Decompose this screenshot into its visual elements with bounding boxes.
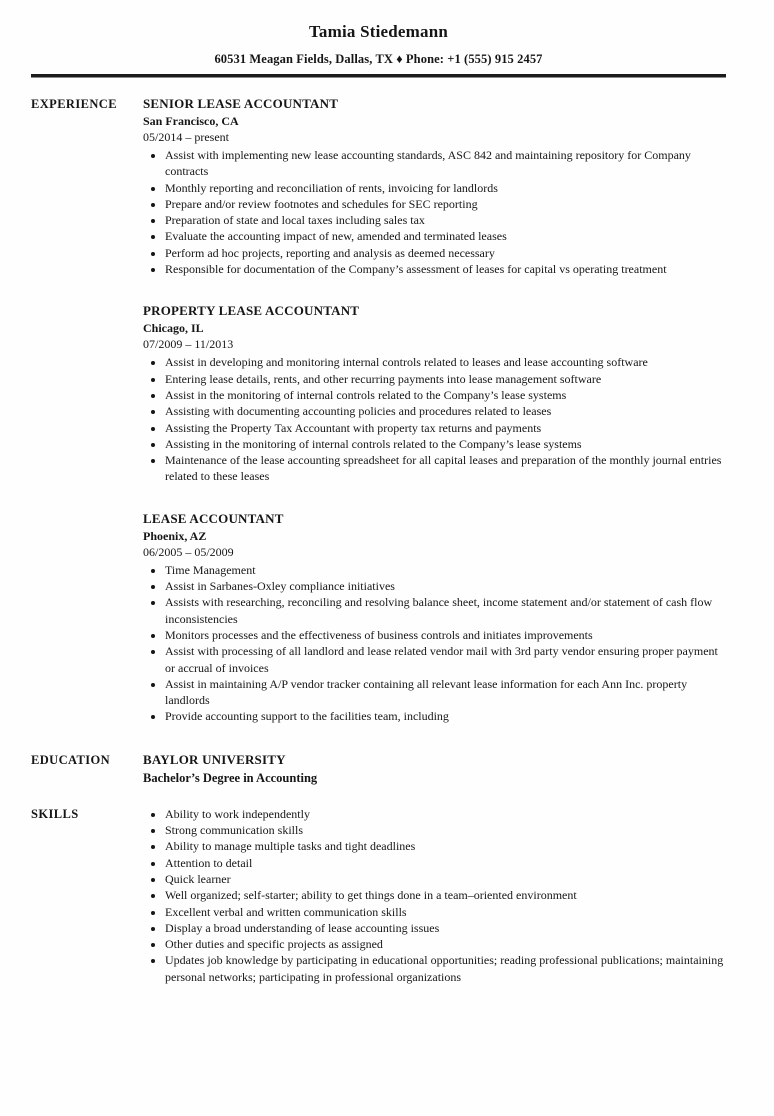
bullet-item: • Assisting the Property Tax Accountant with property tax returns and payments — [165, 420, 726, 436]
skill-item: • Other duties and specific projects as assigned — [165, 936, 726, 952]
bullet-item: • Assisting with documenting accounting policies and procedures related to leases — [165, 403, 726, 419]
bullet-item: • Assist in maintaining A/P vendor tracker containing all relevant lease information for each Ann Inc. property landlords — [165, 676, 726, 709]
skill-item: • Ability to work independently — [165, 806, 726, 822]
job-title: LEASE ACCOUNTANT — [143, 510, 284, 526]
job-dates: 05/2014 – present — [143, 130, 229, 144]
job-dates: 07/2009 – 11/2013 — [143, 337, 234, 352]
experience-jobs — [143, 96, 726, 725]
bullet-item: • Assist in Sarbanes-Oxley compliance initiatives — [165, 578, 726, 594]
education-degree: Bachelor’s Degree in Accounting — [143, 770, 318, 785]
job-entry — [143, 511, 726, 725]
bullet-item: • Assist in developing and monitoring internal controls related to leases and lease accounting software — [165, 354, 726, 370]
education-content — [143, 752, 726, 786]
bullet-item: • Assist with processing of all landlord and lease related vendor mail with 3rd party vendor ensuring proper payment or accrual of invoices — [165, 643, 726, 676]
job-location: San Francisco, CA — [143, 114, 239, 128]
header-divider — [31, 74, 726, 78]
skill-item: • Updates job knowledge by participating in educational opportunities; reading professional publications; maintaining personal networks; participating in professional organizations — [165, 952, 726, 985]
bullet-item: • Assists with researching, reconciling and resolving balance sheet, income statement and/or statement of cash flow inconsistencies — [165, 594, 726, 627]
job-bullets — [143, 562, 726, 725]
section-skills — [31, 806, 726, 985]
skill-item: • Strong communication skills — [165, 822, 726, 838]
resume-header — [31, 22, 726, 78]
bullet-item: • Evaluate the accounting impact of new, amended and terminated leases — [165, 228, 726, 244]
experience-label: EXPERIENCE — [31, 97, 117, 111]
bullet-item: • Assist with implementing new lease accounting standards, ASC 842 and maintaining repository for Company contracts — [165, 147, 726, 180]
job-location: Phoenix, AZ — [143, 528, 207, 543]
bullet-item: • Provide accounting support to the facilities team, including — [165, 708, 726, 724]
section-education — [31, 752, 726, 786]
bullet-item: • Monthly reporting and reconciliation of rents, invoicing for landlords — [165, 180, 726, 196]
job-title: SENIOR LEASE ACCOUNTANT — [143, 96, 339, 111]
contact-line: 60531 Meagan Fields, Dallas, TX ♦ Phone: +1 (555) 915 2457 — [214, 52, 543, 66]
skill-item: • Attention to detail — [165, 855, 726, 871]
bullet-item: • Maintenance of the lease accounting spreadsheet for all capital leases and preparation of the monthly journal entries related to these leases — [165, 452, 726, 485]
bullet-item: • Assist in the monitoring of internal controls related to the Company’s lease systems — [165, 387, 726, 403]
skills-list — [143, 806, 726, 985]
bullet-item: • Preparation of state and local taxes including sales tax — [165, 212, 726, 228]
bullet-item: • Time Management — [165, 562, 726, 578]
skills-label: SKILLS — [31, 806, 79, 821]
skill-item: • Well organized; self-starter; ability to get things done in a team–oriented environment — [165, 887, 726, 903]
job-dates: 06/2005 – 05/2009 — [143, 544, 234, 559]
candidate-name: Tamia Stiedemann — [308, 22, 449, 41]
skill-item: • Ability to manage multiple tasks and tight deadlines — [165, 838, 726, 854]
job-entry — [143, 303, 726, 484]
section-experience — [31, 96, 726, 725]
skill-item: • Excellent verbal and written communication skills — [165, 904, 726, 920]
job-location: Chicago, IL — [143, 321, 204, 336]
education-school: BAYLOR UNIVERSITY — [143, 751, 286, 767]
bullet-item: • Perform ad hoc projects, reporting and analysis as deemed necessary — [165, 245, 726, 261]
education-label: EDUCATION — [31, 752, 111, 767]
bullet-item: • Responsible for documentation of the Company’s assessment of leases for capital vs operating treatment — [165, 261, 726, 277]
job-bullets — [143, 354, 726, 484]
skill-item: • Display a broad understanding of lease accounting issues — [165, 920, 726, 936]
job-entry — [143, 96, 726, 277]
job-title: PROPERTY LEASE ACCOUNTANT — [143, 303, 360, 319]
skill-item: • Quick learner — [165, 871, 726, 887]
bullet-item: • Entering lease details, rents, and other recurring payments into lease management software — [165, 371, 726, 387]
bullet-item: • Assisting in the monitoring of internal controls related to the Company’s lease systems — [165, 436, 726, 452]
job-bullets — [143, 147, 726, 277]
bullet-item: • Monitors processes and the effectiveness of business controls and initiates improvements — [165, 627, 726, 643]
bullet-item: • Prepare and/or review footnotes and schedules for SEC reporting — [165, 196, 726, 212]
